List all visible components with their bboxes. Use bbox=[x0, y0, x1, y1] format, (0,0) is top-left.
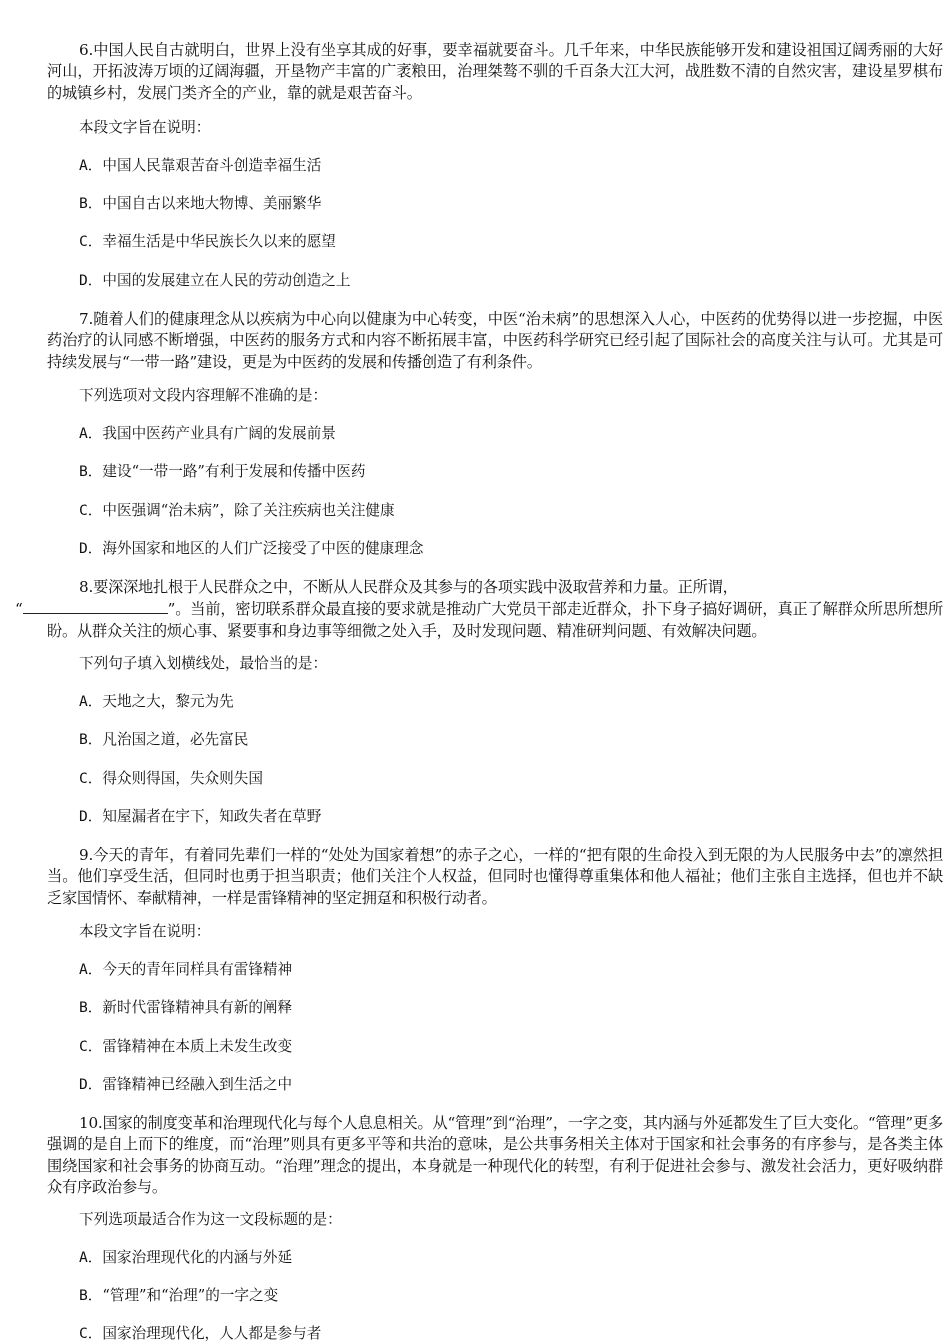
option-b bbox=[79, 462, 365, 482]
option-letter: C． bbox=[79, 1325, 103, 1342]
option-c bbox=[79, 1324, 321, 1344]
option-text: 中国人民靠艰苦奋斗创造幸福生活 bbox=[102, 157, 322, 174]
option-text: 雷锋精神在本质上未发生改变 bbox=[102, 1038, 293, 1055]
option-letter: D． bbox=[79, 1076, 103, 1093]
option-d bbox=[79, 271, 351, 291]
option-letter: B． bbox=[79, 1287, 103, 1304]
question-stem: 9.今天的青年，有着同先辈们一样的“处处为国家着想”的赤子之心，一样的“把有限的生命投入到无限的为人民服务中去”的凛然担当。他们享受生活，但同时也勇于担当职责；他们关注个人权益，但同时也懂得尊重集体和他人福祉；他们主张自主选择，但也并不缺乏家国情怀、奉献精神，一样是雷锋精神的坚定拥趸和积极行动者。 bbox=[47, 846, 943, 907]
option-text: 天地之大，黎元为先 bbox=[102, 693, 234, 710]
question-prompt: 下列句子填入划横线处，最恰当的是： bbox=[79, 655, 328, 672]
option-letter: A． bbox=[79, 425, 103, 442]
option-letter: B． bbox=[79, 463, 103, 480]
option-d bbox=[79, 807, 321, 827]
option-letter: B． bbox=[79, 999, 103, 1016]
option-text: 凡治国之道，必先富民 bbox=[102, 731, 249, 748]
option-text: 幸福生活是中华民族长久以来的愿望 bbox=[102, 233, 336, 250]
question-10 bbox=[47, 1113, 943, 1198]
question-stem: 7.随着人们的健康理念从以疾病为中心向以健康为中心转变，中医“治未病”的思想深入人心，中医药的优势得以进一步挖掘，中医药治疗的认同感不断增强，中医药的服务方式和内容不断拓展丰富，中医药科学研究已经引起了国际社会的高度关注与认可。尤其是可持续发展与“一带一路”建设，更是为中医药的发展和传播创造了有利条件。 bbox=[47, 310, 943, 371]
question-prompt: 下列选项最适合作为这一文段标题的是： bbox=[79, 1211, 342, 1228]
question-6 bbox=[47, 40, 943, 104]
option-a bbox=[79, 960, 292, 980]
fill-in-blank bbox=[23, 598, 168, 614]
question-prompt: 下列选项对文段内容理解不准确的是： bbox=[79, 387, 328, 404]
option-b bbox=[79, 194, 321, 214]
option-letter: A． bbox=[79, 961, 103, 978]
option-c bbox=[79, 232, 336, 252]
open-quote: “ bbox=[15, 600, 23, 619]
option-letter: C． bbox=[79, 233, 103, 250]
option-letter: B． bbox=[79, 195, 103, 212]
question-8 bbox=[15, 577, 943, 642]
option-text: 得众则得国，失众则失国 bbox=[102, 770, 263, 787]
question-stem bbox=[15, 577, 943, 642]
question-stem: 6.中国人民自古就明白，世界上没有坐享其成的好事，要幸福就要奋斗。几千年来，中华民族能够开发和建设祖国辽阔秀丽的大好河山，开拓波涛万顷的辽阔海疆，开垦物产丰富的广袤粮田，治理桀骜不驯的千百条大江大河，战胜数不清的自然灾害，建设星罗棋布的城镇乡村，发展门类齐全的产业，靠的就是艰苦奋斗。 bbox=[47, 41, 943, 102]
option-letter: C． bbox=[79, 770, 103, 787]
stem-after-blank: ”。当前，密切联系群众最直接的要求就是推动广大党员干部走近群众，扑下身子搞好调研，真正了解群众所思所想所盼。从群众关注的烦心事、紧要事和身边事等细微之处入手，及时发现问题、精准研判问题、有效解决问题。 bbox=[47, 600, 943, 640]
option-text: 国家治理现代化，人人都是参与者 bbox=[102, 1325, 322, 1342]
option-b bbox=[79, 730, 248, 750]
option-text: 中医强调“治未病”，除了关注疾病也关注健康 bbox=[102, 502, 395, 519]
option-text: “管理”和“治理”的一字之变 bbox=[102, 1287, 279, 1304]
option-letter: D． bbox=[79, 808, 103, 825]
option-a bbox=[79, 424, 336, 444]
question-stem: 10.国家的制度变革和治理现代化与每个人息息相关。从“管理”到“治理”，一字之变，其内涵与外延都发生了巨大变化。“管理”更多强调的是自上而下的维度，而“治理”则具有更多平等和共治的意味，是公共事务相关主体对于国家和社会事务的有序参与，是各类主体围绕国家和社会事务的协商互动。“治理”理念的提出，本身就是一种现代化的转型，有利于促进社会参与、激发社会活力，更好吸纳群众有序政治参与。 bbox=[47, 1114, 943, 1196]
option-text: 雷锋精神已经融入到生活之中 bbox=[102, 1076, 293, 1093]
option-letter: D． bbox=[79, 272, 103, 289]
option-letter: C． bbox=[79, 502, 103, 519]
option-text: 建设“一带一路”有利于发展和传播中医药 bbox=[102, 463, 366, 480]
question-9 bbox=[47, 845, 943, 909]
question-7 bbox=[47, 309, 943, 373]
option-letter: A． bbox=[79, 693, 103, 710]
option-d bbox=[79, 539, 423, 559]
option-text: 今天的青年同样具有雷锋精神 bbox=[102, 961, 293, 978]
option-letter: A． bbox=[79, 1249, 103, 1266]
option-text: 新时代雷锋精神具有新的阐释 bbox=[102, 999, 293, 1016]
option-letter: D． bbox=[79, 540, 103, 557]
question-prompt: 本段文字旨在说明： bbox=[79, 119, 211, 136]
option-b bbox=[79, 1286, 278, 1306]
option-d bbox=[79, 1075, 292, 1095]
option-b bbox=[79, 998, 292, 1018]
option-letter: C． bbox=[79, 1038, 103, 1055]
stem-before-blank: 8.要深深地扎根于人民群众之中，不断从人民群众及其参与的各项实践中汲取营养和力量。正所谓， bbox=[79, 578, 738, 596]
option-text: 我国中医药产业具有广阔的发展前景 bbox=[102, 425, 336, 442]
option-c bbox=[79, 1037, 292, 1057]
option-text: 国家治理现代化的内涵与外延 bbox=[102, 1249, 293, 1266]
option-text: 中国自古以来地大物博、美丽繁华 bbox=[102, 195, 322, 212]
option-text: 海外国家和地区的人们广泛接受了中医的健康理念 bbox=[102, 540, 424, 557]
option-text: 中国的发展建立在人民的劳动创造之上 bbox=[102, 272, 351, 289]
option-text: 知屋漏者在宇下，知政失者在草野 bbox=[102, 808, 322, 825]
option-letter: A． bbox=[79, 157, 103, 174]
option-c bbox=[79, 769, 263, 789]
option-letter: B． bbox=[79, 731, 103, 748]
option-a bbox=[79, 156, 321, 176]
option-c bbox=[79, 501, 395, 521]
option-a bbox=[79, 1248, 292, 1268]
option-a bbox=[79, 692, 234, 712]
question-prompt: 本段文字旨在说明： bbox=[79, 923, 211, 940]
